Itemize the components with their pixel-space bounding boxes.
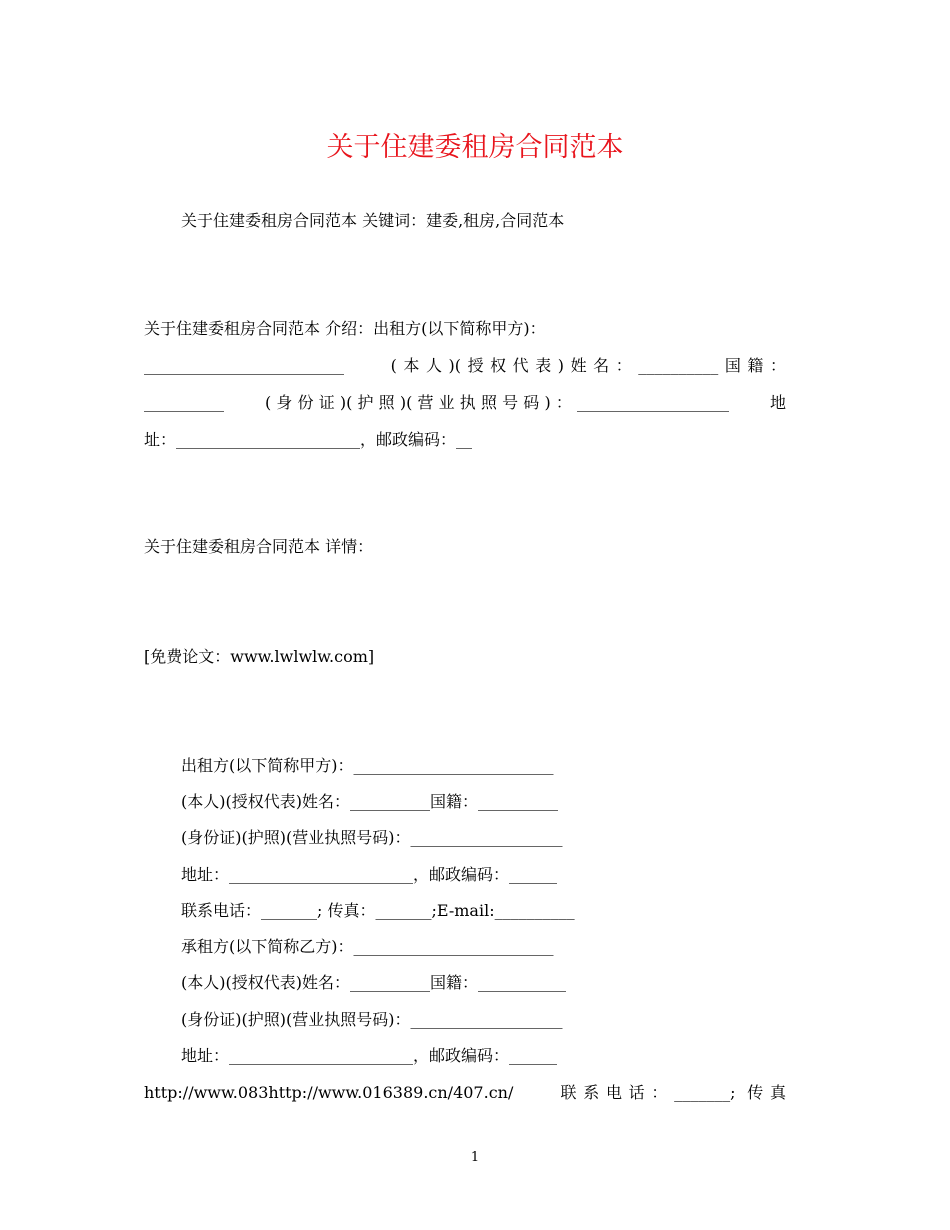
keywords-line: 关于住建委租房合同范本 关键词：建委,租房,合同范本 bbox=[181, 211, 565, 230]
contract-line: (身份证)(护照)(营业执照号码)：___________________ bbox=[181, 828, 563, 847]
intro-line-4: 址：_______________________，邮政编码：__ bbox=[144, 430, 473, 449]
contract-line: 地址：_______________________，邮政编码：______ bbox=[181, 865, 558, 884]
page-number: 1 bbox=[470, 1150, 480, 1165]
contract-line: 承租方(以下简称乙方)：_________________________ bbox=[181, 937, 554, 956]
intro-line-1: 关于住建委租房合同范本 介绍：出租方(以下简称甲方)： bbox=[144, 319, 546, 338]
contract-line: 地址：_______________________，邮政编码：______ bbox=[181, 1046, 558, 1065]
contract-line: 联系电话：_______; 传真：_______;E-mail:__________ bbox=[181, 901, 575, 920]
last-line: http://www.083http://www.016389.cn/407.cn/ 联系电话：_______; 传真 bbox=[144, 1083, 786, 1102]
intro-line-2: _________________________ (本人)(授权代表)姓名：__________国籍： bbox=[144, 356, 786, 375]
intro-line-3: __________ (身份证)(护照)(营业执照号码)：___________________ 地 bbox=[144, 393, 786, 412]
contract-line: (本人)(授权代表)姓名：__________国籍：___________ bbox=[181, 973, 566, 992]
contract-line: (身份证)(护照)(营业执照号码)：___________________ bbox=[181, 1010, 563, 1029]
document-title: 关于住建委租房合同范本 bbox=[326, 132, 624, 163]
contract-line: 出租方(以下简称甲方)：_________________________ bbox=[181, 756, 554, 775]
source-line: [免费论文：www.lwlwlw.com] bbox=[144, 647, 375, 666]
contract-line: (本人)(授权代表)姓名：__________国籍：__________ bbox=[181, 792, 558, 811]
details-heading: 关于住建委租房合同范本 详情： bbox=[144, 537, 374, 556]
